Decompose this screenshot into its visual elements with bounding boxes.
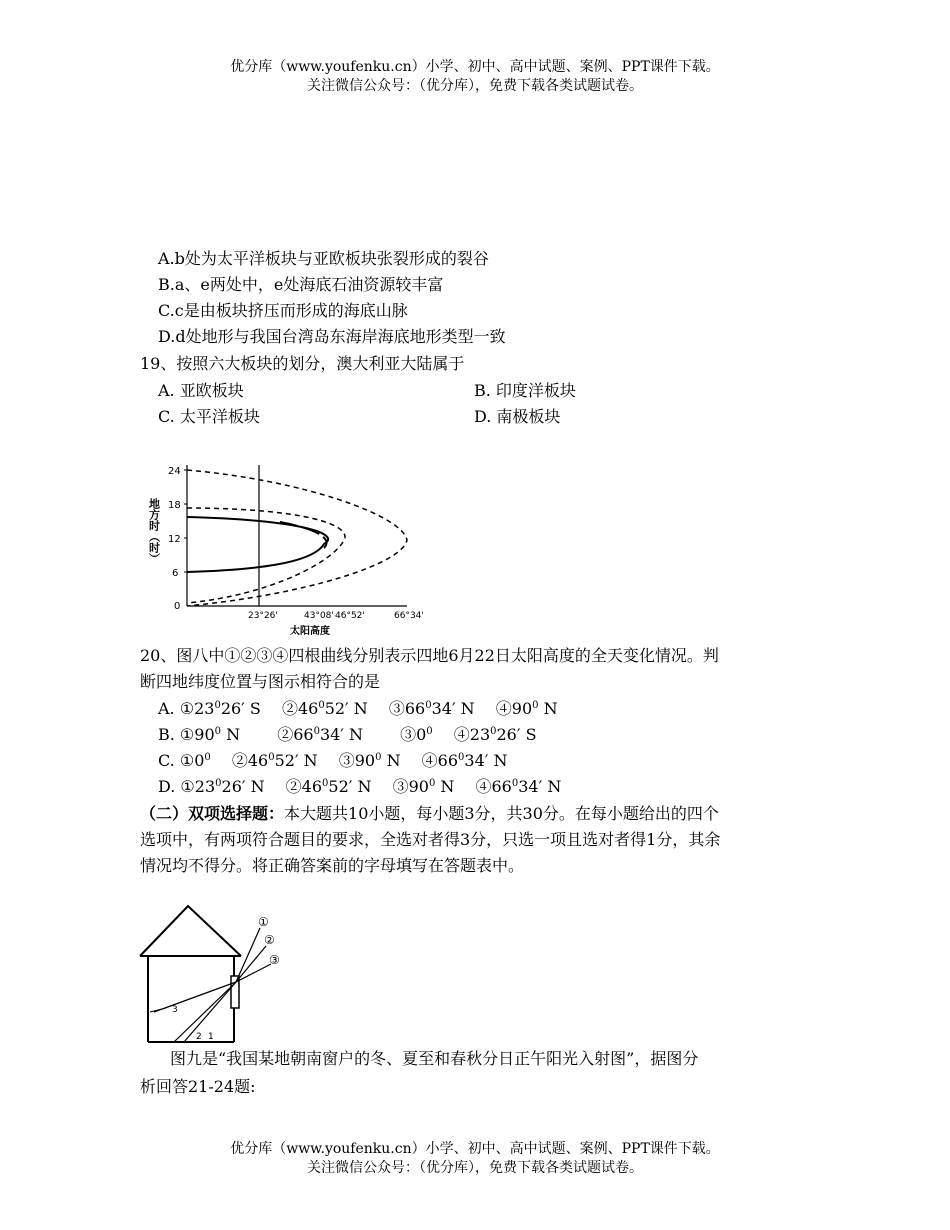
y-tick-label-6: 6 <box>172 568 179 579</box>
section-2-title: （二）双项选择题： <box>140 804 285 823</box>
section-2-line-3: 情况均不得分。将正确答案前的字母填写在答题表中。 <box>140 856 525 875</box>
degree-mark: 0 <box>511 778 519 789</box>
degree-mark: 0 <box>318 700 325 711</box>
q18-option-b: B.a、e两处中，e处海底石油资源较丰富 <box>158 275 444 294</box>
ray-label-3: ③ <box>269 953 280 967</box>
q20-a-part: 26′ S ②46 <box>220 699 319 718</box>
page-header <box>0 58 950 96</box>
q20-b-part: N ②66 <box>221 725 314 744</box>
degree-mark: 0 <box>204 752 211 763</box>
sun-ray-3 <box>236 964 271 982</box>
q20-c-part: 34′ N <box>464 751 508 770</box>
y-axis-label: 地方时（时） <box>147 498 161 564</box>
q20-d-part: N ④66 <box>435 777 512 796</box>
sun-ray-2 <box>236 946 266 982</box>
y-tick-label-12: 12 <box>168 534 181 545</box>
degree-mark: 0 <box>268 752 275 763</box>
figure-8-chart <box>132 450 432 640</box>
q20-option-c <box>158 750 507 772</box>
section-2-line-1 <box>140 803 719 825</box>
x-tick-label-23-26: 23°26' <box>248 611 278 621</box>
degree-mark: 0 <box>313 726 320 737</box>
q20-b-part: ④23 <box>432 725 491 744</box>
degree-mark: 0 <box>428 778 436 789</box>
q20-b-part: B. ①90 <box>158 725 215 744</box>
floor-label-2: 2 <box>196 1032 202 1042</box>
q19-option-b: B. 印度洋板块 <box>474 381 576 400</box>
degree-mark: 0 <box>426 726 433 737</box>
q19-option-a: A. 亚欧板块 <box>158 381 244 400</box>
q20-c-part: C. ①0 <box>158 751 205 770</box>
q21-24-intro-line-1: 图九是“我国某地朝南窗户的冬、夏至和春秋分日正午阳光入射图”，据图分 <box>170 1049 699 1068</box>
section-2-intro: 本大题共10小题，每小题3分，共30分。在每小题给出的四个 <box>284 804 719 823</box>
q20-a-part: 34′ N ④90 <box>431 699 533 718</box>
wall-hatch <box>150 1008 166 1012</box>
room-ray-2 <box>174 982 236 1042</box>
section-2-line-2: 选项中，有两项符合题目的要求，全选对者得3分，只选一项且选对者得1分，其余 <box>140 830 721 849</box>
q19-option-d: D. 南极板块 <box>474 407 561 426</box>
q18-option-c: C.c是由板块挤压而形成的海底山脉 <box>158 301 408 320</box>
curve-long-dash <box>280 522 327 548</box>
page-footer <box>0 1140 950 1178</box>
x-axis-label: 太阳高度 <box>290 626 330 637</box>
q20-a-part: A. ①23 <box>158 699 215 718</box>
q20-a-part: N <box>538 699 558 718</box>
degree-mark: 0 <box>214 726 222 737</box>
q20-option-a <box>158 698 558 720</box>
q20-d-part: 52′ N ③90 <box>328 777 429 796</box>
y-tick-label-0: 0 <box>174 601 181 612</box>
x-tick-label-43-08: 43°08' <box>304 611 334 621</box>
q20-d-part: 26′ N ②46 <box>221 777 323 796</box>
degree-mark: 0 <box>425 700 432 711</box>
q20-stem-line-2: 断四地纬度位置与图示相符合的是 <box>140 672 381 691</box>
degree-mark: 0 <box>375 752 382 763</box>
curve-solid <box>187 517 328 572</box>
x-tick-label-66-34: 66°34' <box>394 611 424 621</box>
degree-mark: 0 <box>458 752 465 763</box>
floor-label-3: 3 <box>172 1005 178 1015</box>
q20-a-part: 52′ N ③66 <box>324 699 426 718</box>
q21-24-intro-line-2: 析回答21-24题: <box>140 1077 256 1096</box>
degree-mark: 0 <box>532 700 539 711</box>
floor-label-1: 1 <box>208 1032 214 1042</box>
ray-label-2: ② <box>264 933 275 947</box>
y-tick-label-18: 18 <box>168 500 181 511</box>
q20-option-d <box>158 776 561 798</box>
degree-mark: 0 <box>215 778 222 789</box>
footer-line-2: 关注微信公众号：（优分库），免费下载各类试题试卷。 <box>307 1160 643 1176</box>
ray-label-1: ① <box>258 915 269 929</box>
q20-option-b <box>158 724 537 746</box>
figure-9-window-diagram <box>136 900 296 1046</box>
degree-mark: 0 <box>214 700 221 711</box>
q19-stem: 19、按照六大板块的划分，澳大利亚大陆属于 <box>140 354 465 373</box>
q20-c-part: ②46 <box>210 751 269 770</box>
house-roof <box>140 906 241 956</box>
q20-b-part: 26′ S <box>496 725 537 744</box>
header-line-1: 优分库（www.youfenku.cn）小学、初中、高中试题、案例、PPT课件下载。 <box>230 59 720 75</box>
degree-mark: 0 <box>490 726 497 737</box>
q18-option-d: D.d处地形与我国台湾岛东海岸海底地形类型一致 <box>158 327 506 346</box>
footer-line-1: 优分库（www.youfenku.cn）小学、初中、高中试题、案例、PPT课件下载。 <box>230 1141 720 1157</box>
q20-c-part: N ④66 <box>381 751 459 770</box>
y-tick-label-24: 24 <box>168 466 181 477</box>
q20-stem-line-1: 20、图八中①②③④四根曲线分别表示四地6月22日太阳高度的全天变化情况。判 <box>140 646 719 665</box>
q19-option-c: C. 太平洋板块 <box>158 407 260 426</box>
q20-c-part: 52′ N ③90 <box>274 751 376 770</box>
degree-mark: 0 <box>322 778 329 789</box>
q20-b-part: 34′ N ③0 <box>319 725 427 744</box>
q18-option-a: A.b处为太平洋板块与亚欧板块张裂形成的裂谷 <box>158 249 489 268</box>
q20-d-part: D. ①23 <box>158 777 216 796</box>
q20-d-part: 34′ N <box>518 777 562 796</box>
x-tick-label-46-52: 46°52' <box>335 611 365 621</box>
curve-short-dash-outer <box>187 470 407 606</box>
header-line-2: 关注微信公众号：（优分库），免费下载各类试题试卷。 <box>307 78 643 94</box>
